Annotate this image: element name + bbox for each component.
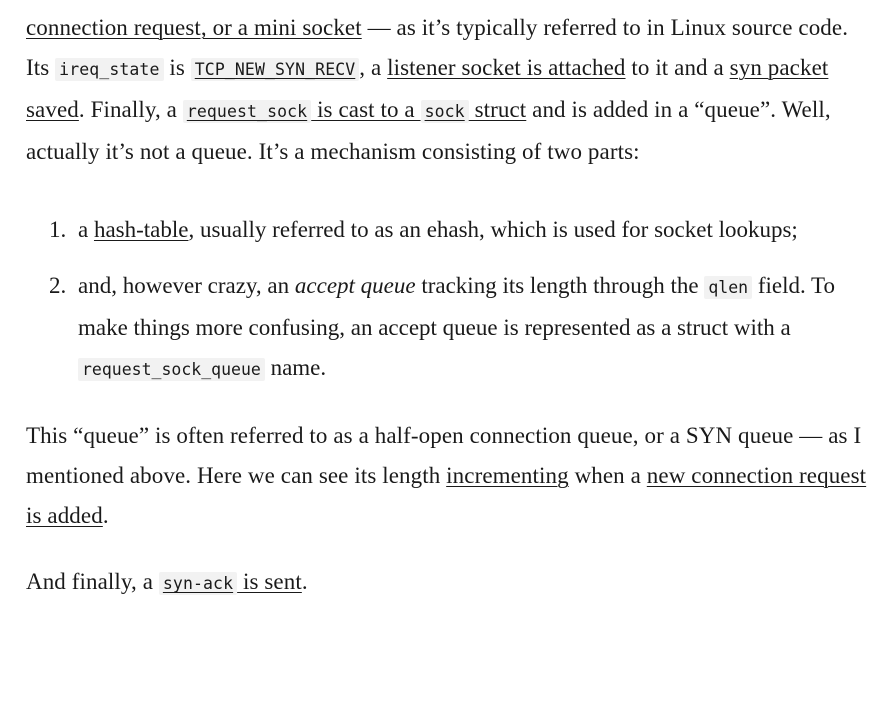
- paragraph-one-text-4: to it and a: [625, 55, 730, 80]
- paragraph-one-text-5: . Finally, a: [78, 97, 183, 122]
- list-item-2-mid2: field. To make things more confusing, an accept queue is represented as a struct with a: [78, 273, 836, 340]
- paragraph-two-text-1: This “queue” is often referred to as a half-open connection queue, or a SYN queue — as I mentioned above. Here we can see its length: [26, 423, 862, 488]
- paragraph-one: [26, 8, 870, 172]
- link-syn-packet-saved[interactable]: syn packet saved: [26, 55, 829, 122]
- code-ireq-state: ireq_state: [55, 58, 163, 81]
- link-new-connection-request-added[interactable]: new connection request is added: [26, 463, 867, 528]
- list-item-1-pre: a: [78, 217, 94, 242]
- link-connection-request[interactable]: connection request, or a mini socket: [26, 15, 362, 40]
- paragraph-two: [26, 416, 870, 536]
- list-item-2-post: name.: [264, 355, 327, 380]
- link-listener-socket-attached[interactable]: listener socket is attached: [387, 55, 626, 80]
- paragraph-three-text-1: And finally, a: [26, 569, 159, 594]
- code-request-sock[interactable]: request_sock: [183, 100, 311, 123]
- link-hash-table[interactable]: hash-table: [93, 217, 189, 242]
- paragraph-one-text-1: — as it’s typically referred to in Linux source code. Its: [26, 15, 849, 80]
- code-sock[interactable]: sock: [421, 100, 469, 123]
- list-item: [72, 266, 870, 390]
- list-item-2-mid: tracking its length through the: [415, 273, 705, 298]
- list-item-2-pre: and, however crazy, an: [78, 273, 295, 298]
- emphasis-accept-queue: accept queue: [294, 273, 416, 298]
- paragraph-three-text-2[interactable]: is sent: [237, 569, 302, 594]
- code-tcp-new-syn-recv[interactable]: TCP_NEW_SYN_RECV: [191, 58, 360, 81]
- code-qlen: qlen: [704, 276, 752, 299]
- paragraph-one-text-6[interactable]: is cast to a: [311, 97, 421, 122]
- list-item-1-post: , usually referred to as an ehash, which is used for socket lookups;: [188, 217, 798, 242]
- list-item: [72, 210, 870, 250]
- paragraph-one-text-2: is: [163, 55, 191, 80]
- paragraph-three-text-3: .: [301, 569, 308, 594]
- code-syn-ack[interactable]: syn-ack: [159, 572, 237, 595]
- mechanism-list: [26, 210, 870, 390]
- paragraph-one-text-7[interactable]: struct: [468, 97, 527, 122]
- paragraph-one-text-3: , a: [359, 55, 388, 80]
- paragraph-one-text-8: and is added in a “queue”. Well, actually it’s not a queue. It’s a mechanism consisting of two parts:: [26, 97, 831, 164]
- paragraph-three: [26, 562, 870, 604]
- code-request-sock-queue: request_sock_queue: [78, 358, 265, 381]
- paragraph-two-text-2: when a: [568, 463, 647, 488]
- paragraph-two-text-3: .: [102, 503, 109, 528]
- link-incrementing[interactable]: incrementing: [446, 463, 569, 488]
